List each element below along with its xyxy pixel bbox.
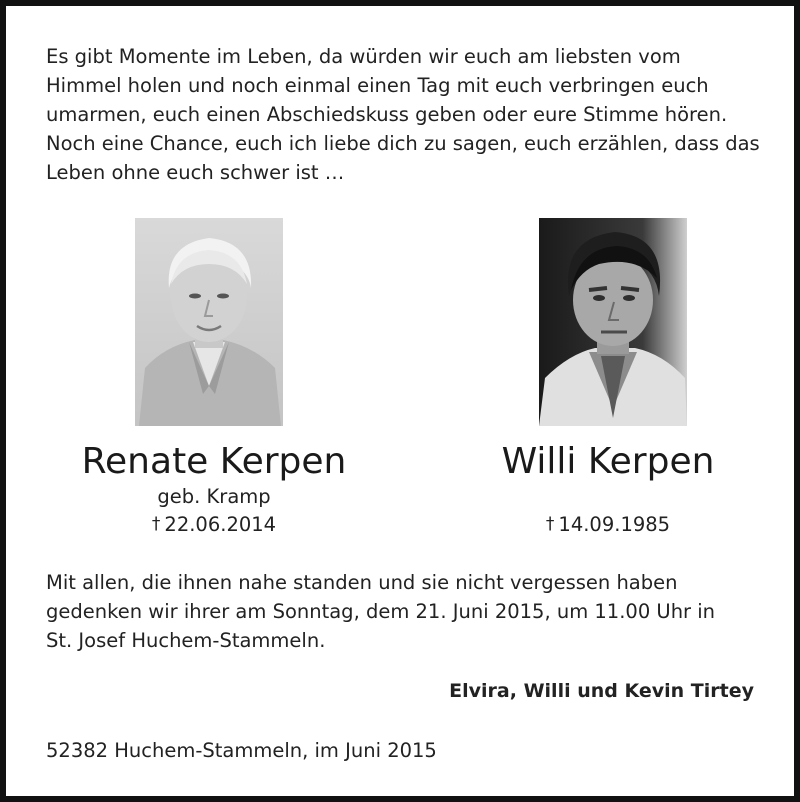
- death-date-willi: [428, 512, 788, 539]
- memorial-line: gedenken wir ihrer am Sonntag, dem 21. Juni 2015, um 11.00 Uhr in: [46, 600, 716, 623]
- intro-line: Leben ohne euch schwer ist …: [46, 161, 345, 184]
- memorial-line: Mit allen, die ihnen nahe standen und sie nicht vergessen haben: [46, 571, 678, 594]
- cross-icon: †: [545, 514, 555, 534]
- memorial-text: [46, 568, 766, 655]
- photo-willi-kerpen: [539, 218, 687, 426]
- intro-line: umarmen, euch einen Abschiedskuss geben oder eure Stimme hören.: [46, 103, 728, 126]
- intro-line: Es gibt Momente im Leben, da würden wir euch am liebsten vom: [46, 45, 681, 68]
- person-name-renate: Renate Kerpen: [81, 441, 347, 482]
- intro-line: Noch eine Chance, euch ich liebe dich zu sagen, euch erzählen, dass das: [46, 132, 760, 155]
- death-date-renate: [34, 512, 394, 539]
- death-date-value: 22.06.2014: [164, 513, 277, 536]
- place-date: 52382 Huchem-Stammeln, im Juni 2015: [46, 739, 437, 762]
- maiden-name: geb. Kramp: [157, 485, 271, 508]
- cross-icon: †: [151, 514, 161, 534]
- memorial-line: St. Josef Huchem-Stammeln.: [46, 629, 326, 652]
- signature: Elvira, Willi und Kevin Tirtey: [449, 680, 754, 702]
- photo-renate-kerpen: [135, 218, 283, 426]
- person-name-willi: Willi Kerpen: [501, 441, 715, 482]
- intro-line: Himmel holen und noch einmal einen Tag mit euch verbringen euch: [46, 74, 709, 97]
- intro-text: [46, 42, 766, 187]
- death-date-value: 14.09.1985: [558, 513, 671, 536]
